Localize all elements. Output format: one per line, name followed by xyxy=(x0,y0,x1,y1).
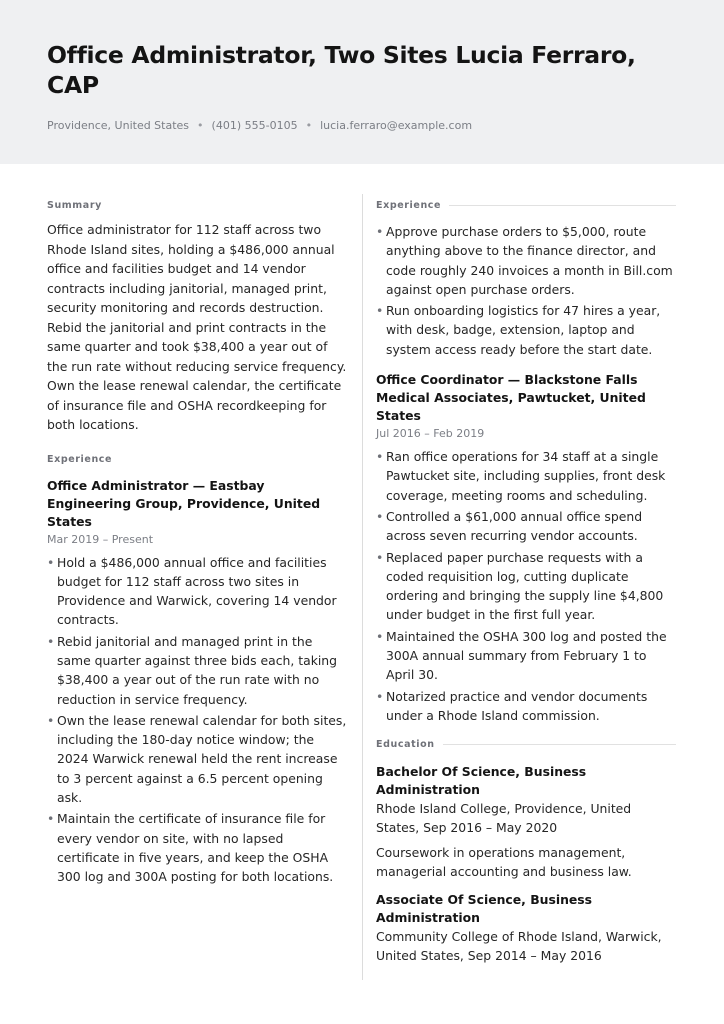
column-divider xyxy=(362,194,363,980)
phone-text: (401) 555-0105 xyxy=(211,119,298,132)
bullet-item: • Run onboarding logistics for 47 hires a year, with desk, badge, extension, laptop and system access ready before the start date. xyxy=(376,301,676,359)
experience-continued-heading xyxy=(376,194,676,216)
degree-note: Coursework in operations management, managerial accounting and business law. xyxy=(376,845,632,880)
left-column xyxy=(47,194,347,889)
bullet-item: • Ran office operations for 34 staff at a single Pawtucket site, including supplies, front desk coverage, meeting rooms and scheduling. xyxy=(376,447,676,505)
job-dates: Jul 2016 – Feb 2019 xyxy=(376,427,485,441)
section-rule xyxy=(443,744,676,745)
degree-detail: Community College of Rhode Island, Warwick, United States, Sep 2014 – May 2016 xyxy=(376,929,662,964)
bullet-item: • Hold a $486,000 annual office and facilities budget for 112 staff across two sites in Providence and Warwick, covering 14 vendor contracts. xyxy=(47,553,347,630)
bullet-item: • Maintain the certificate of insurance file for every vendor on site, with no lapsed certificate in five years, and keep the OSHA 300 log and 300A posting for both locations. xyxy=(47,809,347,886)
summary-heading-label: Summary xyxy=(47,199,102,211)
resume-header xyxy=(0,0,724,164)
summary-heading xyxy=(47,194,347,216)
degree-title: Associate Of Science, Business Administration xyxy=(376,892,593,926)
job-title: Office Coordinator — Blackstone Falls Medical Associates, Pawtucket, United States xyxy=(376,372,646,424)
bullet-item: • Maintained the OSHA 300 log and posted the 300A annual summary from February 1 to April 30. xyxy=(376,627,676,685)
education-heading xyxy=(376,733,676,755)
location-text: Providence, United States xyxy=(47,119,190,132)
experience-heading xyxy=(47,449,347,471)
candidate-name: Office Administrator, Two Sites Lucia Ferraro, CAP xyxy=(47,41,636,99)
separator-dot-icon: • xyxy=(197,119,204,132)
degree-title: Bachelor Of Science, Business Administration xyxy=(376,764,587,798)
summary-text: Office administrator for 112 staff across two Rhode Island sites, holding a $486,000 annual office and facilities budget and 14 vendor contracts including janitorial, managed print, security monitoring and records destruction. Rebid the janitorial and print contracts in the same quarter and took $38,400 a year out of the run rate without reducing service frequency. Own the lease renewal calendar, the certificate of insurance file and OSHA recordkeeping for both locations. xyxy=(47,222,347,432)
degree-detail: Rhode Island College, Providence, United States, Sep 2016 – May 2020 xyxy=(376,801,632,836)
experience-continued-heading-label: Experience xyxy=(376,199,442,211)
job-bullets xyxy=(47,553,347,887)
bullet-item: • Approve purchase orders to $5,000, route anything above to the finance director, and code roughly 240 invoices a month in Bill.com against open purchase orders. xyxy=(376,222,676,299)
contact-line xyxy=(47,119,472,132)
separator-dot-icon: • xyxy=(305,119,313,132)
job-bullets xyxy=(376,447,676,725)
continued-bullets xyxy=(376,222,676,359)
bullet-item: • Controlled a $61,000 annual office spend across seven recurring vendor accounts. xyxy=(376,507,676,546)
bullet-item: • Replaced paper purchase requests with a coded requisition log, cutting duplicate ordering and bringing the supply line $4,800 under budget in the first full year. xyxy=(376,548,676,625)
bullet-item: • Rebid janitorial and managed print in the same quarter against three bids each, taking $38,400 a year out of the run rate with no reduction in service frequency. xyxy=(47,632,347,709)
section-rule xyxy=(449,205,676,206)
education-heading-label: Education xyxy=(376,738,435,750)
bullet-item: • Own the lease renewal calendar for both sites, including the 180-day notice window; the 2024 Warwick renewal held the rent increase to 3 percent against a 6.5 percent opening ask. xyxy=(47,711,347,807)
email-link[interactable]: lucia.ferraro@example.com xyxy=(320,119,473,132)
job-dates: Mar 2019 – Present xyxy=(47,532,154,546)
right-column xyxy=(376,194,676,965)
job-title: Office Administrator — Eastbay Engineering Group, Providence, United States xyxy=(47,477,321,529)
bullet-item: • Notarized practice and vendor documents under a Rhode Island commission. xyxy=(376,687,676,726)
experience-heading-label: Experience xyxy=(47,454,113,465)
